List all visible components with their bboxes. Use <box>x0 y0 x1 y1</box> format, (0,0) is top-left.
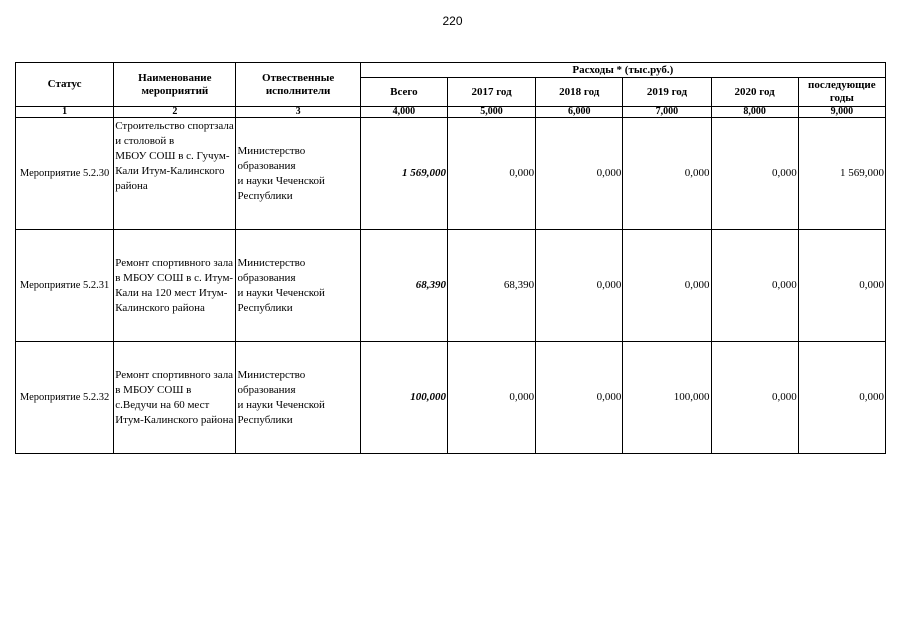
column-number: 8,000 <box>711 107 798 118</box>
column-number: 1 <box>16 107 114 118</box>
table-row <box>16 230 886 342</box>
header-2018: 2018 год <box>536 78 623 107</box>
row-total: 100,000 <box>360 342 447 454</box>
row-2018: 0,000 <box>536 118 623 230</box>
row-2020: 0,000 <box>711 118 798 230</box>
column-number: 3 <box>236 107 360 118</box>
header-2019: 2019 год <box>623 78 711 107</box>
row-status: Мероприятие 5.2.32 <box>16 342 114 454</box>
header-2020: 2020 год <box>711 78 798 107</box>
row-2018: 0,000 <box>536 342 623 454</box>
row-2019: 100,000 <box>623 342 711 454</box>
row-2017: 0,000 <box>447 342 535 454</box>
row-2020: 0,000 <box>711 342 798 454</box>
header-name: Наименование мероприятий <box>114 63 236 107</box>
header-status: Статус <box>16 63 114 107</box>
header-executors: Отвественные исполнители <box>236 63 360 107</box>
row-total: 1 569,000 <box>360 118 447 230</box>
row-2017: 0,000 <box>447 118 535 230</box>
row-following: 0,000 <box>798 342 885 454</box>
header-following-label: последующие годы <box>808 79 876 104</box>
row-2019: 0,000 <box>623 118 711 230</box>
row-2019: 0,000 <box>623 230 711 342</box>
column-number-row <box>16 107 886 118</box>
row-2017: 68,390 <box>447 230 535 342</box>
header-total: Всего <box>360 78 447 107</box>
row-executors: Министерство образования и науки Чеченской Республики <box>236 118 360 230</box>
column-number: 9,000 <box>798 107 885 118</box>
row-2018: 0,000 <box>536 230 623 342</box>
row-2020: 0,000 <box>711 230 798 342</box>
column-number: 7,000 <box>623 107 711 118</box>
row-name: Строительство спортзала и столовой в МБОУ СОШ в с. Гучум-Кали Итум-Калинского района <box>114 118 236 230</box>
row-total: 68,390 <box>360 230 447 342</box>
header-expenses: Расходы * (тыс.руб.) <box>360 63 885 78</box>
row-executors: Министерство образования и науки Чеченской Республики <box>236 230 360 342</box>
column-number: 6,000 <box>536 107 623 118</box>
header-following <box>798 78 885 107</box>
row-name: Ремонт спортивного зала в МБОУ СОШ в с.Ведучи на 60 мест Итум-Калинского района <box>114 342 236 454</box>
column-number: 5,000 <box>447 107 535 118</box>
column-number: 2 <box>114 107 236 118</box>
row-following: 0,000 <box>798 230 885 342</box>
expenses-table <box>15 62 886 454</box>
row-following: 1 569,000 <box>798 118 885 230</box>
row-status: Мероприятие 5.2.30 <box>16 118 114 230</box>
header-2017: 2017 год <box>447 78 535 107</box>
row-name: Ремонт спортивного зала в МБОУ СОШ в с. Итум-Кали на 120 мест Итум-Калинского района <box>114 230 236 342</box>
row-status: Мероприятие 5.2.31 <box>16 230 114 342</box>
row-executors: Министерство образования и науки Чеченской Республики <box>236 342 360 454</box>
page-number: 220 <box>442 14 463 28</box>
table-row <box>16 118 886 230</box>
column-number: 4,000 <box>360 107 447 118</box>
table-row <box>16 342 886 454</box>
